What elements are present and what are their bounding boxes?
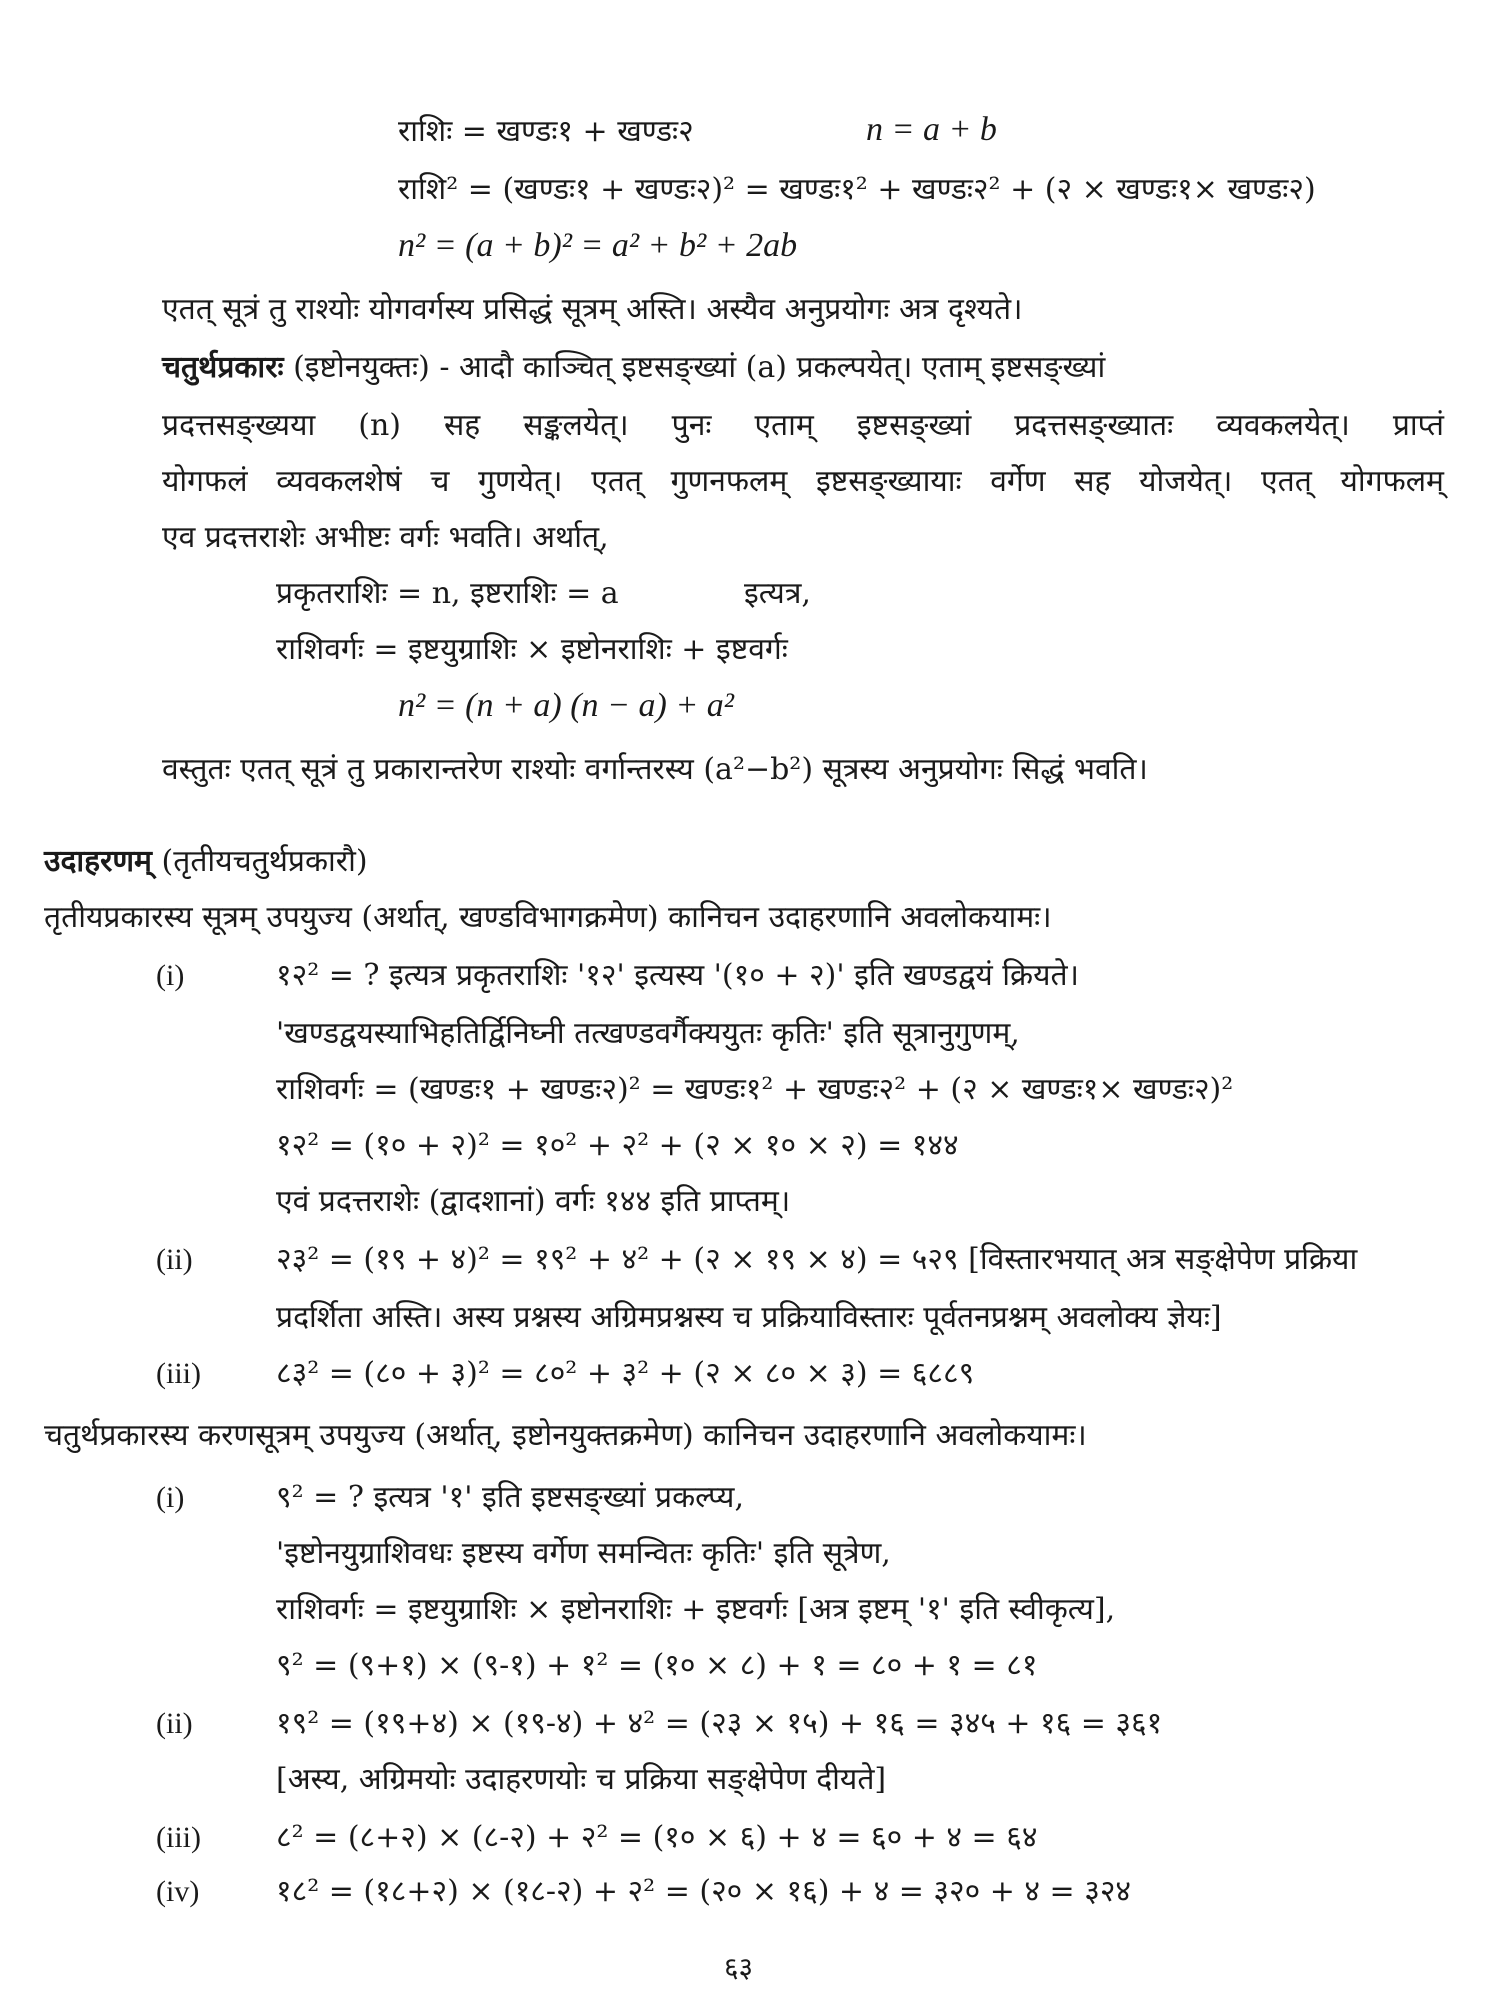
formula-rashi-square: राशि² = (खण्डः१ + खण्डः२)² = खण्डः१² + खण्डः२² + (२ × खण्डः१× खण्डः२) xyxy=(398,172,1316,207)
example-label: (ii) xyxy=(156,1243,193,1276)
examples-heading-line xyxy=(44,842,368,882)
example-label: (iv) xyxy=(156,1875,200,1908)
formula-definitions: प्रकृतराशिः = n, इष्टराशिः = a xyxy=(276,576,619,611)
example-line: २३² = (१९ + ४)² = १९² + ४² + (२ × १९ × ४) = ५२९ [विस्तारभयात् अत्र सङ्क्षेपेण प्रक्रिया xyxy=(276,1242,1358,1277)
formula-n-sum: n = a + b xyxy=(866,111,997,148)
examples-heading: उदाहरणम् xyxy=(44,844,152,879)
examples-intro-third: तृतीयप्रकारस्य सूत्रम् उपयुज्य (अर्थात्, खण्डविभागक्रमेण) कानिचन उदाहरणानि अवलोकयामः। xyxy=(44,900,1052,935)
example-line: ८² = (८+२) × (८-२) + २² = (१० × ६) + ४ = ६० + ४ = ६४ xyxy=(276,1820,1038,1855)
chaturtha-line-2: प्रदत्तसङ्ख्यया (n) सह सङ्कलयेत्। पुनः एताम् इष्टसङ्ख्यां प्रदत्तसङ्ख्यातः व्यवकलयेत्। प्राप्तं xyxy=(162,408,1444,443)
examples-intro-fourth: चतुर्थप्रकारस्य करणसूत्रम् उपयुज्य (अर्थात्, इष्टोनयुक्तक्रमेण) कानिचन उदाहरणानि अवलोकयामः। xyxy=(44,1418,1087,1453)
example-line: १९² = (१९+४) × (१९-४) + ४² = (२३ × १५) + १६ = ३४५ + १६ = ३६१ xyxy=(276,1706,1163,1741)
chaturtha-title: चतुर्थप्रकारः xyxy=(162,350,284,385)
example-line: प्रदर्शिता अस्ति। अस्य प्रश्नस्य अग्रिमप्रश्नस्य च प्रक्रियाविस्तारः पूर्वतनप्रश्नम् अवलोक्य ज्ञेयः] xyxy=(276,1300,1222,1335)
example-line: १२² = ? इत्यत्र प्रकृतराशिः '१२' इत्यस्य '(१० + २)' इति खण्डद्वयं क्रियते। xyxy=(276,958,1079,993)
example-line: [अस्य, अग्रिमयोः उदाहरणयोः च प्रक्रिया सङ्क्षेपेण दीयते] xyxy=(276,1762,887,1797)
example-label: (i) xyxy=(156,959,185,992)
example-line: 'खण्डद्वयस्याभिहतिर्द्विनिघ्नी तत्खण्डवर्गैक्ययुतः कृतिः' इति सूत्रानुगुणम्, xyxy=(276,1016,1020,1051)
example-label: (iii) xyxy=(156,1357,201,1390)
example-label: (i) xyxy=(156,1481,185,1514)
page-number: ६३ xyxy=(724,1951,754,1984)
formula-definitions-tail: इत्यत्र, xyxy=(744,576,811,611)
example-line: एवं प्रदत्तराशेः (द्वादशानां) वर्गः १४४ इति प्राप्तम्। xyxy=(276,1184,791,1219)
example-line: ९² = (९+१) × (९-१) + १² = (१० × ८) + १ = ८० + १ = ८१ xyxy=(276,1648,1038,1683)
paragraph-conclusion: वस्तुतः एतत् सूत्रं तु प्रकारान्तरेण राश्योः वर्गान्तरस्य (a²−b²) सूत्रस्य अनुप्रयोगः सिद्धं भवति। xyxy=(162,752,1148,787)
paragraph-yogavarga: एतत् सूत्रं तु राश्योः योगवर्गस्य प्रसिद्धं सूत्रम् अस्ति। अस्यैव अनुप्रयोगः अत्र दृश्यते। xyxy=(162,292,1023,327)
example-line: १२² = (१० + २)² = १०² + २² + (२ × १० × २) = १४४ xyxy=(276,1128,959,1163)
example-label: (iii) xyxy=(156,1821,201,1854)
formula-n-square: n² = (a + b)² = a² + b² + 2ab xyxy=(398,227,798,264)
examples-subtitle: (तृतीयचतुर्थप्रकारौ) xyxy=(161,844,368,879)
example-line: ९² = ? इत्यत्र '१' इति इष्टसङ्ख्यां प्रकल्प्य, xyxy=(276,1480,744,1515)
chaturtha-line-1 xyxy=(162,348,1444,388)
formula-rashivarga-rule: राशिवर्गः = इष्टयुग्राशिः × इष्टोनराशिः + इष्टवर्गः xyxy=(276,632,788,667)
example-line: ८३² = (८० + ३)² = ८०² + ३² + (२ × ८० × ३) = ६८८९ xyxy=(276,1356,975,1391)
chaturtha-line-1-text: (इष्टोनयुक्तः) - आदौ काञ्चित् इष्टसङ्ख्यां (a) प्रकल्पयेत्। एताम् इष्टसङ्ख्यां xyxy=(293,350,1106,385)
example-line: राशिवर्गः = इष्टयुग्राशिः × इष्टोनराशिः + इष्टवर्गः [अत्र इष्टम् '१' इति स्वीकृत्य], xyxy=(276,1592,1116,1627)
chaturtha-line-4: एव प्रदत्तराशेः अभीष्टः वर्गः भवति। अर्थात्, xyxy=(162,520,609,555)
formula-rashi-sum: राशिः = खण्डः१ + खण्डः२ xyxy=(398,114,694,149)
example-line: १८² = (१८+२) × (१८-२) + २² = (२० × १६) + ४ = ३२० + ४ = ३२४ xyxy=(276,1874,1132,1909)
example-line: 'इष्टोनयुग्राशिवधः इष्टस्य वर्गेण समन्वितः कृतिः' इति सूत्रेण, xyxy=(276,1536,891,1571)
formula-n-square-ista: n² = (n + a) (n − a) + a² xyxy=(398,687,734,724)
example-line: राशिवर्गः = (खण्डः१ + खण्डः२)² = खण्डः१² + खण्डः२² + (२ × खण्डः१× खण्डः२)² xyxy=(276,1072,1234,1107)
chaturtha-line-3: योगफलं व्यवकलशेषं च गुणयेत्। एतत् गुणनफलम् इष्टसङ्ख्यायाः वर्गेण सह योजयेत्। एतत् योगफलम् xyxy=(162,464,1444,499)
example-label: (ii) xyxy=(156,1707,193,1740)
